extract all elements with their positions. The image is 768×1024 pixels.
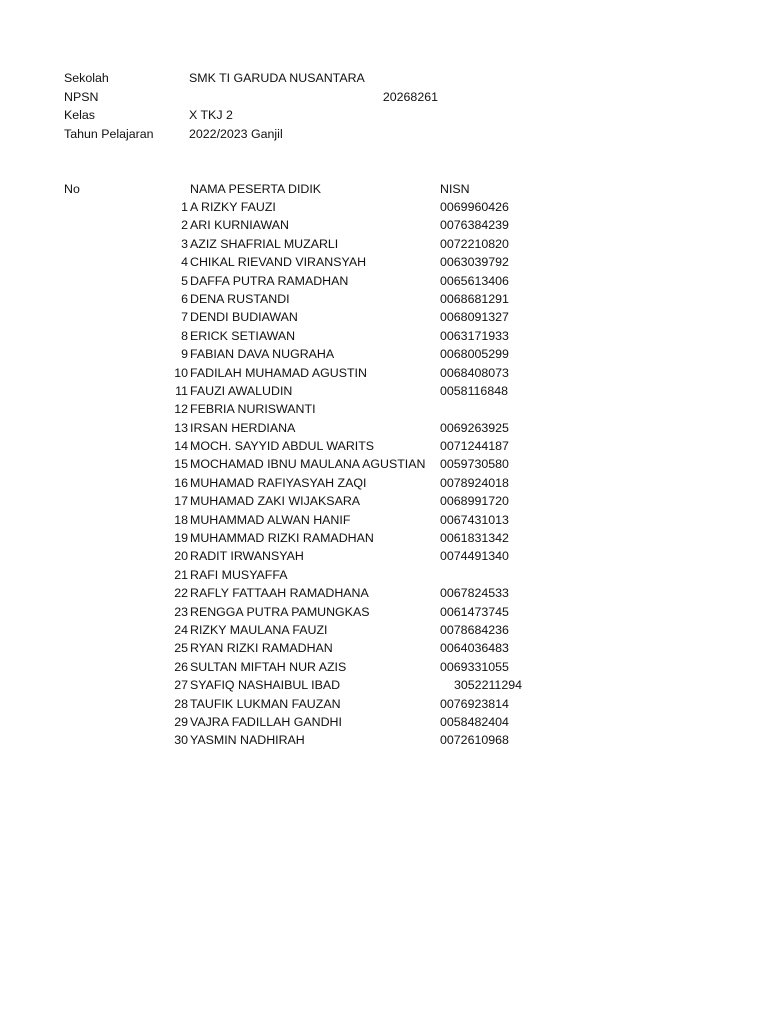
student-name: FAUZI AWALUDIN [190,383,293,398]
student-name: FADILAH MUHAMAD AGUSTIN [190,365,367,380]
student-nisn: 0058482404 [440,714,509,729]
kelas-value: X TKJ 2 [189,108,233,122]
student-name: MOCHAMAD IBNU MAULANA AGUSTIAN [190,457,426,472]
table-row [0,658,768,676]
row-number: 3 [181,236,188,251]
student-nisn: 0063171933 [440,328,509,343]
row-number: 30 [174,733,188,748]
student-name: SYAFIQ NASHAIBUL IBAD [190,678,341,693]
table-row [0,419,768,437]
student-name: MUHAMAD RAFIYASYAH ZAQI [190,475,367,490]
row-number: 7 [181,310,188,325]
student-nisn: 0072210820 [440,236,509,251]
student-name: DENDI BUDIAWAN [190,310,298,325]
student-name: RIZKY MAULANA FAUZI [190,622,328,637]
sekolah-label: Sekolah [64,71,109,85]
student-nisn: 0063039792 [440,255,509,270]
row-number: 22 [174,586,188,601]
row-number: 5 [181,273,188,288]
student-nisn: 0069331055 [440,659,509,674]
student-nisn: 0059730580 [440,457,509,472]
table-row [0,584,768,602]
npsn-label: NPSN [64,89,99,104]
table-row [0,400,768,418]
student-nisn: 0068681291 [440,291,509,306]
info-row-npsn [0,88,768,106]
row-number: 21 [174,567,188,582]
student-nisn: 0065613406 [440,273,509,288]
student-name: DAFFA PUTRA RAMADHAN [190,273,349,288]
student-name: MUHAMAD ZAKI WIJAKSARA [190,494,361,509]
info-row-kelas [0,106,768,124]
student-name: AZIZ SHAFRIAL MUZARLI [190,236,339,251]
student-name: FEBRIA NURISWANTI [190,402,316,417]
table-row [0,639,768,657]
sekolah-value: SMK TI GARUDA NUSANTARA [189,71,365,85]
row-number: 26 [174,659,188,674]
student-nisn: 0061473745 [440,604,509,619]
table-row [0,253,768,271]
table-row [0,345,768,363]
student-name: RENGGA PUTRA PAMUNGKAS [190,604,370,619]
table-row [0,566,768,584]
row-number: 9 [181,347,188,362]
tahun-pelajaran-label: Tahun Pelajaran [64,126,154,141]
student-nisn: 0068408073 [440,365,509,380]
student-nisn: 0072610968 [440,733,509,748]
student-name: CHIKAL RIEVAND VIRANSYAH [190,255,367,270]
column-header-no: No [64,182,80,196]
table-header [0,180,768,198]
student-name: VAJRA FADILLAH GANDHI [190,714,342,729]
student-nisn: 0076923814 [440,696,509,711]
row-number: 28 [174,696,188,711]
student-name: IRSAN HERDIANA [190,420,296,435]
table-row [0,272,768,290]
student-nisn: 0068091327 [440,310,509,325]
student-name: ARI KURNIAWAN [190,218,289,233]
student-name: TAUFIK LUKMAN FAUZAN [190,696,341,711]
table-row [0,455,768,473]
student-nisn: 3052211294 [454,678,522,693]
student-nisn: 0078684236 [440,622,509,637]
row-number: 20 [174,549,188,564]
student-nisn: 0069960426 [440,200,509,214]
row-number: 27 [174,678,188,693]
row-number: 18 [174,512,188,527]
row-number: 16 [174,475,188,490]
student-name: ERICK SETIAWAN [190,328,296,343]
table-row [0,731,768,749]
table-row [0,529,768,547]
student-name: DENA RUSTANDI [190,291,290,306]
student-nisn: 0067824533 [440,586,509,601]
row-number: 6 [181,291,188,306]
table-row [0,216,768,234]
student-nisn: 0061831342 [440,531,509,546]
row-number: 29 [174,714,188,729]
table-row [0,437,768,455]
row-number: 23 [174,604,188,619]
student-name: FABIAN DAVA NUGRAHA [190,347,335,362]
student-name: RYAN RIZKI RAMADHAN [190,641,333,656]
student-name: SULTAN MIFTAH NUR AZIS [190,659,347,674]
row-number: 19 [174,531,188,546]
student-name: RAFLY FATTAAH RAMADHANA [190,586,369,601]
student-nisn: 0069263925 [440,420,509,435]
table-row [0,603,768,621]
row-number: 25 [174,641,188,656]
row-number: 12 [174,402,188,417]
student-name: MUHAMMAD RIZKI RAMADHAN [190,531,374,546]
info-row-sekolah [0,69,768,87]
tahun-pelajaran-value: 2022/2023 Ganjil [189,126,283,141]
npsn-value: 20268261 [382,89,438,104]
table-row [0,547,768,565]
table-row [0,308,768,326]
table-row [0,198,768,216]
table-row [0,290,768,308]
column-header-name: NAMA PESERTA DIDIK [190,182,322,196]
row-number: 1 [181,200,188,214]
table-row [0,713,768,731]
table-row [0,327,768,345]
table-row [0,382,768,400]
student-nisn: 0064036483 [440,641,509,656]
table-row [0,695,768,713]
table-row [0,364,768,382]
student-name: MUHAMMAD ALWAN HANIF [190,512,351,527]
student-nisn: 0068005299 [440,347,509,362]
student-nisn: 0068991720 [440,494,509,509]
column-header-nisn: NISN [440,182,470,196]
kelas-label: Kelas [64,108,95,122]
student-name: YASMIN NADHIRAH [190,733,305,748]
student-nisn: 0058116848 [440,383,508,398]
table-row [0,235,768,253]
row-number: 13 [174,420,188,435]
table-row [0,621,768,639]
row-number: 14 [174,439,188,454]
table-row [0,492,768,510]
student-name: A RIZKY FAUZI [190,200,276,214]
table-row [0,474,768,492]
info-row-tahun-pelajaran [0,125,768,143]
student-rows [0,198,768,750]
student-nisn: 0071244187 [440,439,509,454]
row-number: 2 [181,218,188,233]
student-name: RAFI MUSYAFFA [190,567,288,582]
student-nisn: 0076384239 [440,218,509,233]
student-name: MOCH. SAYYID ABDUL WARITS [190,439,375,454]
row-number: 4 [181,255,188,270]
row-number: 10 [174,365,188,380]
student-nisn: 0067431013 [440,512,509,527]
student-nisn: 0074491340 [440,549,509,564]
row-number: 11 [175,383,188,398]
row-number: 17 [174,494,188,509]
table-row [0,676,768,694]
table-row [0,511,768,529]
row-number: 15 [174,457,188,472]
row-number: 24 [174,622,188,637]
student-nisn: 0078924018 [440,475,509,490]
student-name: RADIT IRWANSYAH [190,549,304,564]
row-number: 8 [181,328,188,343]
